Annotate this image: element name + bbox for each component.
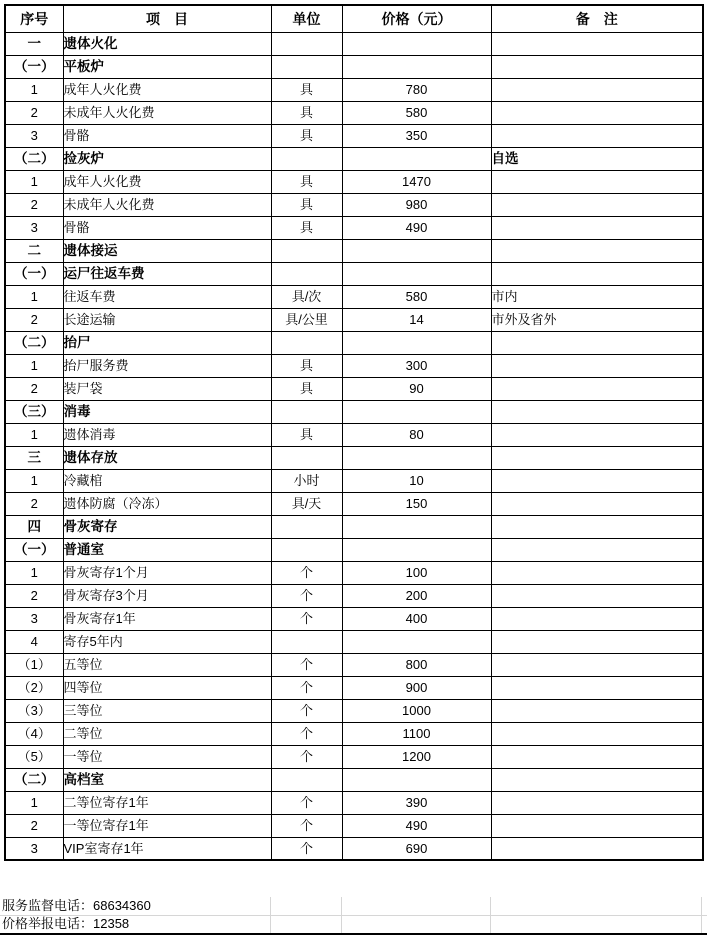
cell-serial: （1）: [5, 653, 63, 676]
cell-unit: 个: [271, 837, 342, 860]
cell-unit: 个: [271, 722, 342, 745]
cell-item: 遗体存放: [63, 446, 271, 469]
table-row: [5, 377, 703, 400]
cell-serial: 2: [5, 492, 63, 515]
column-header-serial: 序号: [5, 5, 63, 32]
table-row: [5, 101, 703, 124]
cell-item: 平板炉: [63, 55, 271, 78]
column-header-note: 备 注: [491, 5, 703, 32]
cell-note: [491, 469, 703, 492]
cell-price: 780: [342, 78, 491, 101]
table-row: [5, 837, 703, 860]
cell-serial: 1: [5, 170, 63, 193]
cell-item: 遗体火化: [63, 32, 271, 55]
cell-serial: 1: [5, 423, 63, 446]
cell-unit: 具: [271, 78, 342, 101]
cell-note: [491, 492, 703, 515]
cell-price: 10: [342, 469, 491, 492]
cell-price: 350: [342, 124, 491, 147]
cell-serial: 3: [5, 607, 63, 630]
cell-price: 100: [342, 561, 491, 584]
service-supervision-phone-line: 服务监督电话：68634360: [2, 898, 151, 913]
cell-item: 未成年人火化费: [63, 193, 271, 216]
cell-unit: [271, 32, 342, 55]
cell-unit: [271, 446, 342, 469]
price-table: [4, 4, 704, 861]
table-row: [5, 354, 703, 377]
cell-price: 1470: [342, 170, 491, 193]
table-row: [5, 584, 703, 607]
cell-note: [491, 768, 703, 791]
header-row: [5, 5, 703, 32]
cell-price: [342, 515, 491, 538]
cell-serial: 2: [5, 377, 63, 400]
cell-unit: [271, 515, 342, 538]
cell-note: [491, 722, 703, 745]
cell-price: 200: [342, 584, 491, 607]
cell-note: [491, 699, 703, 722]
cell-serial: 2: [5, 814, 63, 837]
cell-note: [491, 78, 703, 101]
table-row: [5, 699, 703, 722]
cell-unit: 具: [271, 423, 342, 446]
section-row: [5, 147, 703, 170]
cell-note: [491, 538, 703, 561]
cell-unit: 具: [271, 354, 342, 377]
cell-serial: （5）: [5, 745, 63, 768]
cell-note: [491, 561, 703, 584]
cell-serial: 3: [5, 124, 63, 147]
cell-item: 运尸往返车费: [63, 262, 271, 285]
table-row: [5, 124, 703, 147]
cell-item: 消毒: [63, 400, 271, 423]
cell-item: 骨灰寄存1年: [63, 607, 271, 630]
cell-item: 冷藏棺: [63, 469, 271, 492]
cell-item: 二等位寄存1年: [63, 791, 271, 814]
cell-price: [342, 262, 491, 285]
cell-price: 800: [342, 653, 491, 676]
section-row: [5, 239, 703, 262]
cell-note: [491, 515, 703, 538]
cell-note: [491, 423, 703, 446]
section-row: [5, 400, 703, 423]
table-row: [5, 814, 703, 837]
cell-price: [342, 32, 491, 55]
table-row: [5, 469, 703, 492]
cell-unit: 具: [271, 170, 342, 193]
cell-note: [491, 814, 703, 837]
cell-price: 390: [342, 791, 491, 814]
table-row: [5, 423, 703, 446]
cell-serial: 1: [5, 469, 63, 492]
table-row: [5, 193, 703, 216]
cell-unit: [271, 147, 342, 170]
cell-note: 市外及省外: [491, 308, 703, 331]
cell-price: 490: [342, 814, 491, 837]
cell-note: [491, 653, 703, 676]
cell-unit: 具: [271, 377, 342, 400]
cell-item: 三等位: [63, 699, 271, 722]
cell-unit: 具: [271, 124, 342, 147]
cell-item: 长途运输: [63, 308, 271, 331]
cell-price: [342, 55, 491, 78]
cell-price: 1200: [342, 745, 491, 768]
cell-note: [491, 331, 703, 354]
cell-serial: （2）: [5, 676, 63, 699]
cell-item: 遗体防腐（冷冻）: [63, 492, 271, 515]
cell-price: 80: [342, 423, 491, 446]
cell-unit: [271, 239, 342, 262]
cell-serial: （一）: [5, 55, 63, 78]
cell-item: 抬尸服务费: [63, 354, 271, 377]
cell-note: 自选: [491, 147, 703, 170]
cell-item: 五等位: [63, 653, 271, 676]
cell-price: 90: [342, 377, 491, 400]
cell-note: [491, 446, 703, 469]
cell-item: 四等位: [63, 676, 271, 699]
cell-note: [491, 32, 703, 55]
cell-price: 980: [342, 193, 491, 216]
cell-serial: （三）: [5, 400, 63, 423]
table-row: [5, 561, 703, 584]
cell-item: 未成年人火化费: [63, 101, 271, 124]
cell-price: 1100: [342, 722, 491, 745]
cell-note: [491, 584, 703, 607]
cell-serial: 2: [5, 308, 63, 331]
cell-unit: 个: [271, 814, 342, 837]
cell-unit: [271, 262, 342, 285]
cell-unit: 个: [271, 699, 342, 722]
cell-serial: （二）: [5, 331, 63, 354]
table-row: [5, 653, 703, 676]
cell-serial: 3: [5, 837, 63, 860]
table-row: [5, 216, 703, 239]
cell-unit: 个: [271, 676, 342, 699]
table-row: [5, 492, 703, 515]
section-row: [5, 538, 703, 561]
cell-price: [342, 331, 491, 354]
cell-item: 装尸袋: [63, 377, 271, 400]
cell-note: [491, 630, 703, 653]
cell-note: [491, 216, 703, 239]
cell-note: [491, 193, 703, 216]
cell-note: [491, 837, 703, 860]
cell-unit: 个: [271, 561, 342, 584]
cell-price: 900: [342, 676, 491, 699]
cell-unit: 具/公里: [271, 308, 342, 331]
cell-price: 580: [342, 285, 491, 308]
cell-unit: 具: [271, 193, 342, 216]
cell-serial: 2: [5, 584, 63, 607]
cell-serial: 四: [5, 515, 63, 538]
cell-price: [342, 538, 491, 561]
cell-item: 二等位: [63, 722, 271, 745]
table-row: [5, 308, 703, 331]
cell-note: [491, 124, 703, 147]
section-row: [5, 515, 703, 538]
cell-serial: 4: [5, 630, 63, 653]
cell-item: 骨骼: [63, 216, 271, 239]
cell-price: 690: [342, 837, 491, 860]
cell-serial: 2: [5, 101, 63, 124]
cell-serial: 1: [5, 791, 63, 814]
cell-price: [342, 239, 491, 262]
cell-price: [342, 147, 491, 170]
cell-item: 往返车费: [63, 285, 271, 308]
cell-item: 高档室: [63, 768, 271, 791]
cell-price: 300: [342, 354, 491, 377]
cell-unit: [271, 55, 342, 78]
cell-price: 150: [342, 492, 491, 515]
cell-item: 捡灰炉: [63, 147, 271, 170]
cell-unit: [271, 768, 342, 791]
cell-unit: 具/次: [271, 285, 342, 308]
cell-item: 骨灰寄存1个月: [63, 561, 271, 584]
cell-price: [342, 630, 491, 653]
cell-unit: [271, 538, 342, 561]
cell-unit: 个: [271, 653, 342, 676]
cell-price: 1000: [342, 699, 491, 722]
cell-note: [491, 239, 703, 262]
table-row: [5, 791, 703, 814]
cell-item: 骨骼: [63, 124, 271, 147]
cell-serial: 1: [5, 285, 63, 308]
cell-unit: [271, 630, 342, 653]
cell-price: 400: [342, 607, 491, 630]
cell-price: 490: [342, 216, 491, 239]
cell-price: 580: [342, 101, 491, 124]
cell-unit: 具: [271, 216, 342, 239]
cell-item: 骨灰寄存3个月: [63, 584, 271, 607]
cell-item: 成年人火化费: [63, 78, 271, 101]
cell-note: [491, 676, 703, 699]
cell-unit: 个: [271, 791, 342, 814]
cell-note: [491, 745, 703, 768]
cell-item: 寄存5年内: [63, 630, 271, 653]
section-row: [5, 262, 703, 285]
cell-note: [491, 262, 703, 285]
section-row: [5, 446, 703, 469]
cell-item: 一等位: [63, 745, 271, 768]
cell-serial: （二）: [5, 147, 63, 170]
cell-serial: 三: [5, 446, 63, 469]
cell-note: [491, 101, 703, 124]
cell-serial: 3: [5, 216, 63, 239]
column-header-price: 价格（元）: [342, 5, 491, 32]
cell-note: 市内: [491, 285, 703, 308]
cell-unit: [271, 331, 342, 354]
cell-serial: 1: [5, 561, 63, 584]
footer-gridline-horizontal: [0, 915, 707, 916]
cell-serial: （一）: [5, 538, 63, 561]
cell-item: 遗体接运: [63, 239, 271, 262]
cell-price: [342, 446, 491, 469]
price-report-phone-line: 价格举报电话：12358: [2, 916, 130, 931]
cell-serial: 2: [5, 193, 63, 216]
table-row: [5, 722, 703, 745]
cell-unit: 具: [271, 101, 342, 124]
table-row: [5, 78, 703, 101]
cell-price: [342, 400, 491, 423]
cell-unit: 小时: [271, 469, 342, 492]
cell-unit: 个: [271, 607, 342, 630]
cell-note: [491, 400, 703, 423]
cell-item: 遗体消毒: [63, 423, 271, 446]
cell-serial: （二）: [5, 768, 63, 791]
cell-serial: 一: [5, 32, 63, 55]
cell-serial: 1: [5, 354, 63, 377]
cell-serial: 1: [5, 78, 63, 101]
section-row: [5, 55, 703, 78]
section-row: [5, 768, 703, 791]
cell-item: 成年人火化费: [63, 170, 271, 193]
section-row: [5, 331, 703, 354]
table-row: [5, 607, 703, 630]
cell-price: [342, 768, 491, 791]
cell-note: [491, 55, 703, 78]
cell-item: 一等位寄存1年: [63, 814, 271, 837]
column-header-unit: 单位: [271, 5, 342, 32]
cell-note: [491, 354, 703, 377]
table-row: [5, 676, 703, 699]
cell-unit: 具/天: [271, 492, 342, 515]
table-row: [5, 745, 703, 768]
table-row: [5, 170, 703, 193]
cell-item: 抬尸: [63, 331, 271, 354]
cell-item: VIP室寄存1年: [63, 837, 271, 860]
cell-note: [491, 170, 703, 193]
cell-note: [491, 607, 703, 630]
section-row: [5, 32, 703, 55]
cell-note: [491, 791, 703, 814]
cell-unit: 个: [271, 584, 342, 607]
cell-item: 普通室: [63, 538, 271, 561]
bottom-border-rule: [0, 933, 707, 935]
table-row: [5, 285, 703, 308]
cell-note: [491, 377, 703, 400]
column-header-item: 项 目: [63, 5, 271, 32]
cell-price: 14: [342, 308, 491, 331]
cell-serial: （3）: [5, 699, 63, 722]
cell-unit: 个: [271, 745, 342, 768]
cell-unit: [271, 400, 342, 423]
cell-item: 骨灰寄存: [63, 515, 271, 538]
cell-serial: （4）: [5, 722, 63, 745]
cell-serial: 二: [5, 239, 63, 262]
table-row: [5, 630, 703, 653]
cell-serial: （一）: [5, 262, 63, 285]
